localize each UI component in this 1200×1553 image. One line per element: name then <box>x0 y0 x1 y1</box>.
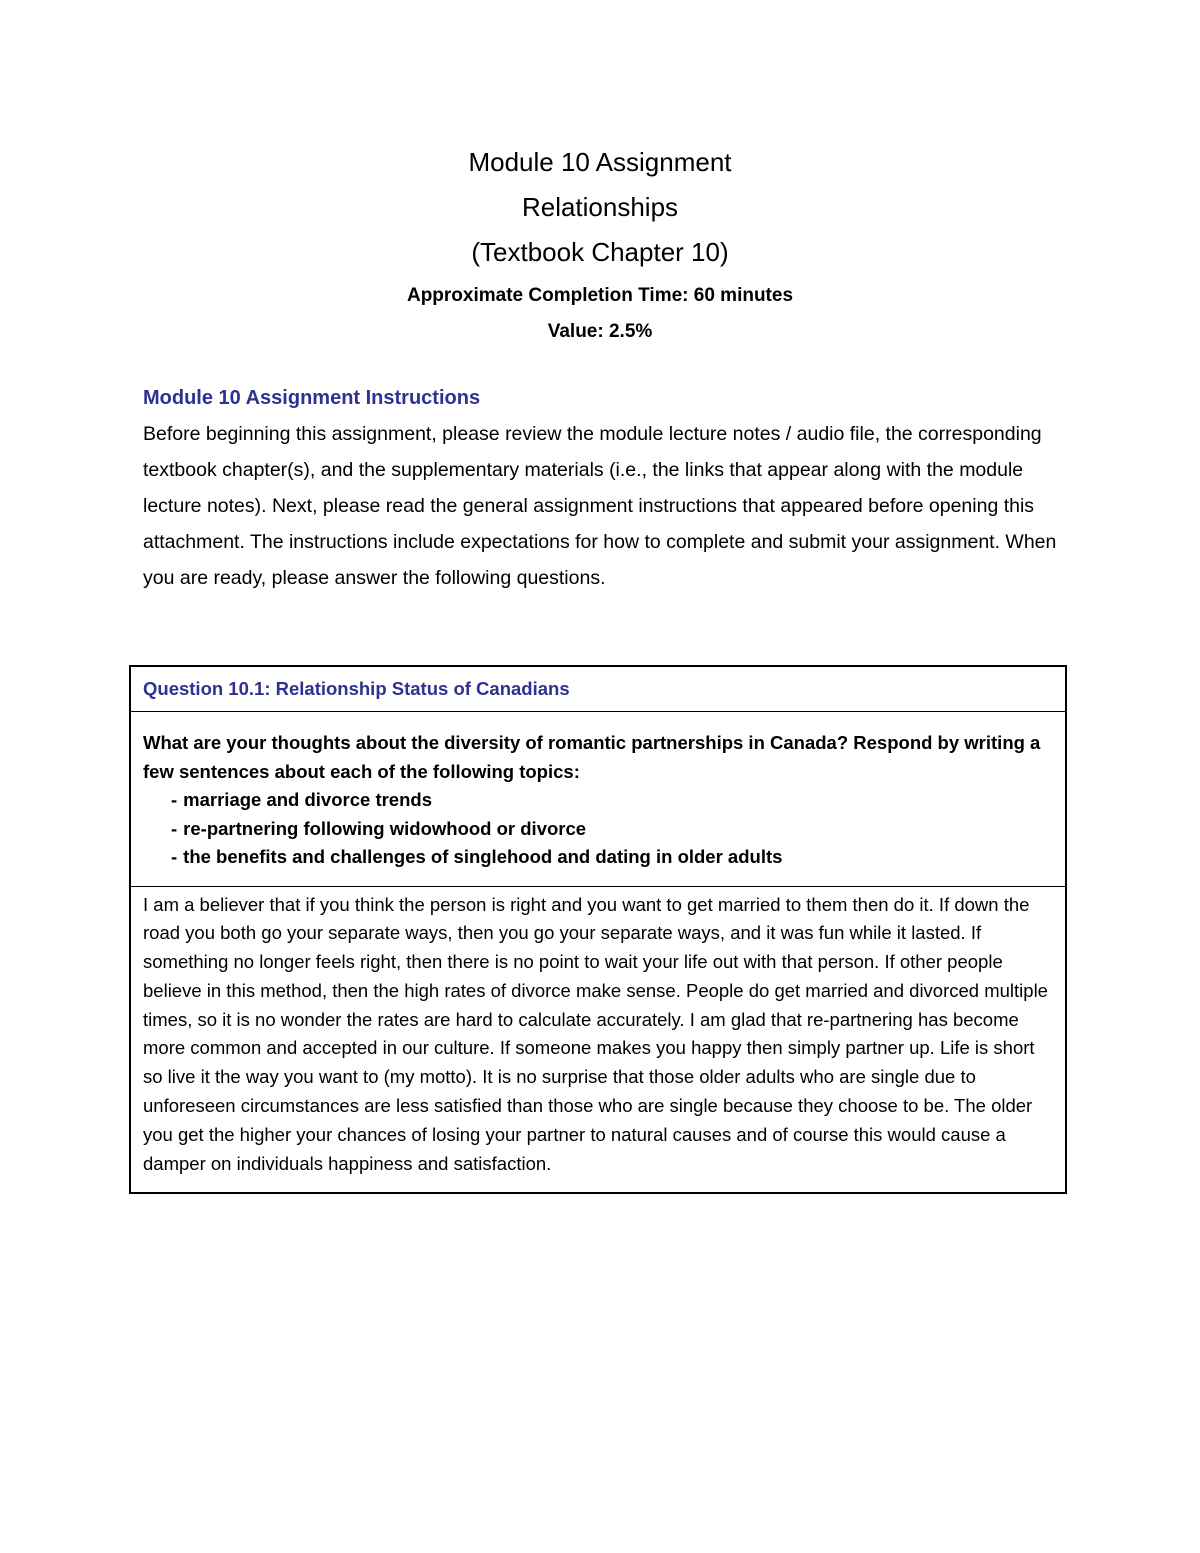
topic-text: the benefits and challenges of singlehood and dating in older adults <box>183 846 783 867</box>
completion-time: Approximate Completion Time: 60 minutes <box>406 285 794 306</box>
page-title: Module 10 Assignment <box>468 147 732 177</box>
topic-text: re-partnering following widowhood or divorce <box>183 817 587 839</box>
list-item: - the benefits and challenges of singlehood and dating in older adults <box>171 846 783 867</box>
answer-text: I am a believer that if you think the person is right and you want to get married to them then do it. If down the road you both go your separate ways, then you go your separate ways, and it was fun while it lasted. If something no longer feels right, then there is no point to wait your life out with that person. If other people believe in this method, then the high rates of divorce make sense. People do get married and divorced multiple times, so it is no wonder the rates are hard to calculate accurately. I am glad that re-partnering has become more common and accepted in our culture. If someone makes you happy then simply partner up. Life is short so live it the way you want to (my motto). It is no surprise that those older adults who are single due to unforeseen circumstances are less satisfied than those who are single because they choose to be. The older you get the higher your chances of losing your partner to natural causes and of course this would cause a damper on individuals happiness and satisfaction. <box>143 893 1048 1174</box>
list-item: - marriage and divorce trends <box>171 789 432 810</box>
topic-list <box>143 786 1053 872</box>
assignment-value: Value: 2.5% <box>547 321 653 342</box>
question-prompt-row <box>131 712 1065 887</box>
answer-row <box>131 887 1065 1193</box>
question-prompt: What are your thoughts about the diversity of romantic partnerships in Canada? Respond by writing a few sentences about each of the following topics: <box>143 732 1041 782</box>
question-title-row <box>131 667 1065 712</box>
question-table <box>129 665 1067 1194</box>
instructions-heading: Module 10 Assignment Instructions <box>143 387 481 409</box>
topic-text: marriage and divorce trends <box>183 789 432 810</box>
title-block <box>0 140 1200 350</box>
list-item: - re-partnering following widowhood or divorce <box>171 817 587 839</box>
question-title: Question 10.1: Relationship Status of Canadians <box>143 678 570 699</box>
instructions-body: Before beginning this assignment, please review the module lecture notes / audio file, the corresponding textbook chapter(s), and the supplementary materials (i.e., the links that appear along with the module lecture notes). Next, please read the general assignment instructions that appeared before opening this attachment. The instructions include expectations for how to complete and submit your assignment. When you are ready, please answer the following questions. <box>143 423 1057 589</box>
instructions-section <box>143 380 1063 596</box>
page-subtitle: Relationships <box>521 192 679 222</box>
chapter-reference: (Textbook Chapter 10) <box>471 237 729 267</box>
